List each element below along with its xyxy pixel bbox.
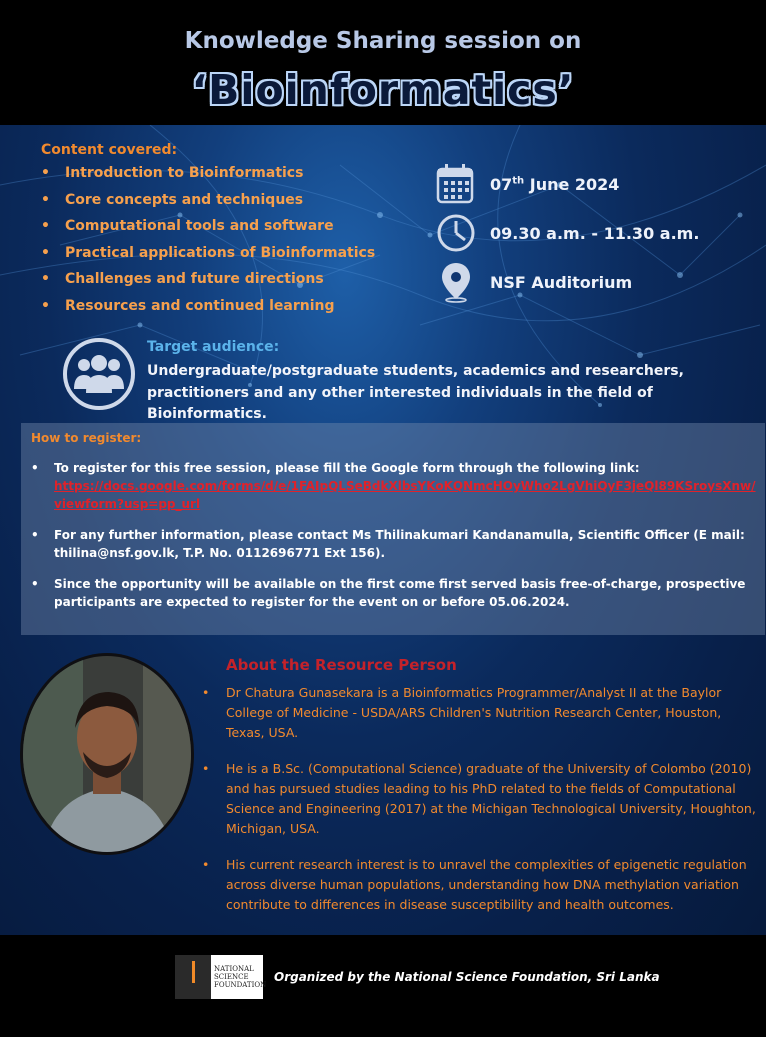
content-item: • Resources and continued learning (41, 296, 375, 323)
how-to-register-box (21, 423, 765, 635)
date-text: 07th June 2024 (490, 174, 620, 194)
audience-group-icon (62, 337, 136, 411)
register-item: • Since the opportunity will be available on the first come first served basis free-of-charge, prospective participants are expected to register for the event on or before 05.06.2024. (31, 575, 756, 611)
register-item: • For any further information, please contact Ms Thilinakumari Kandanamulla, Scientific Officer (E mail: thilina@nsf.gov.lk, T.P. No. 0112696771 Ext 156). (31, 526, 756, 562)
content-item: • Core concepts and techniques (41, 190, 375, 217)
resource-person-item: • His current research interest is to unravel the complexities of epigenetic regulation across diverse human populations, understanding how DNA methylation variation contribute to differences in disease susceptibility and health outcomes. (202, 855, 762, 915)
resource-person-list (202, 683, 762, 931)
content-item: • Practical applications of Bioinformatics (41, 243, 375, 270)
target-audience-text: Undergraduate/postgraduate students, academics and researchers, practitioners and any other interested individuals in the field of Bioinformatics. (147, 363, 684, 422)
content-item: • Challenges and future directions (41, 269, 375, 296)
organizer-text: Organized by the National Science Foundation, Sri Lanka (274, 970, 660, 984)
header (0, 0, 766, 125)
calendar-icon (436, 163, 476, 205)
content-list (41, 163, 375, 322)
google-form-link[interactable]: https://docs.google.com/forms/d/e/1FAIpQLSeBdkXlbsYKoKQNmcHOyWho2LgVhiQyF3jeQl89KSroysXnw/viewform?usp=pp_url (54, 479, 756, 511)
footer (0, 935, 766, 1037)
main-panel (0, 125, 766, 935)
resource-person-item: • Dr Chatura Gunasekara is a Bioinformatics Programmer/Analyst II at the Baylor College of Medicine - USDA/ARS Children's Nutrition Research Center, Houston, Texas, USA. (202, 683, 762, 743)
register-list (31, 459, 756, 624)
register-item (31, 459, 756, 513)
event-time (436, 213, 699, 253)
content-item: • Introduction to Bioinformatics (41, 163, 375, 190)
target-audience-title: Target audience: (147, 339, 280, 355)
time-text: 09.30 a.m. - 11.30 a.m. (490, 223, 700, 243)
logo-mark (175, 955, 211, 999)
location-pin-icon (436, 261, 476, 303)
register-instructions: To register for this free session, please fill the Google form through the following link: (54, 461, 640, 475)
session-subtitle: Knowledge Sharing session on (184, 28, 582, 54)
resource-person-item: • He is a B.Sc. (Computational Science) graduate of the University of Colombo (2010) and has pursued studies leading to his PhD related to the fields of Computational Science and Engineering (2017) at the Michigan Technological University, Houghton, Michigan, USA. (202, 759, 762, 839)
resource-person-photo (20, 653, 194, 855)
logo-text: NATIONAL SCIENCE FOUNDATION (211, 955, 263, 999)
content-item: • Computational tools and software (41, 216, 375, 243)
venue-text: NSF Auditorium (490, 272, 633, 292)
event-venue (436, 261, 632, 303)
content-covered-title: Content covered: (41, 142, 178, 158)
session-title: ‘Bioinformatics’ (191, 66, 575, 114)
how-to-register-title: How to register: (31, 431, 142, 445)
resource-person-title: About the Resource Person (226, 656, 457, 674)
clock-icon (436, 213, 476, 253)
portrait-image (23, 656, 191, 852)
nsf-logo (175, 955, 267, 999)
event-date (436, 163, 619, 205)
